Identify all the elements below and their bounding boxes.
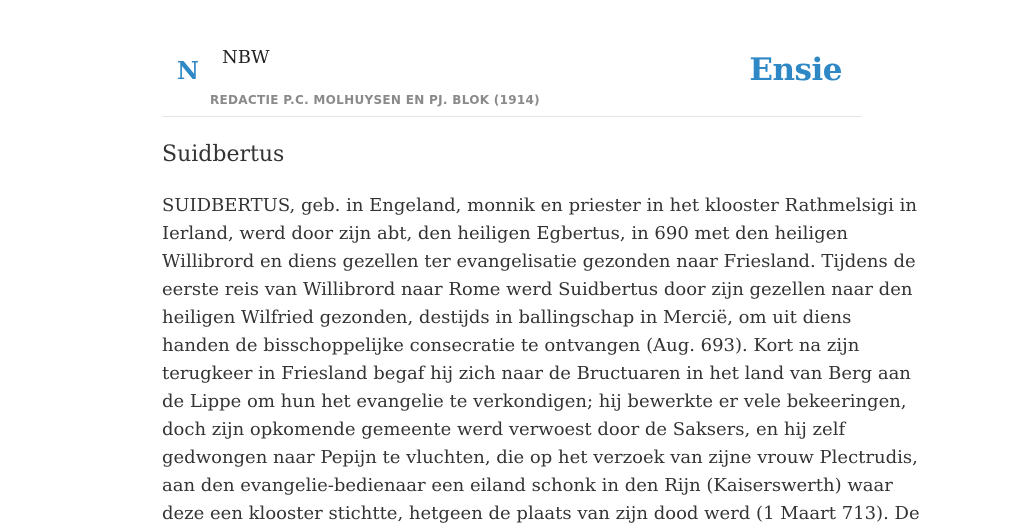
body-line: SUIDBERTUS, geb. in Engeland, monnik en priester in het klooster Rathmelsigi in [162,195,917,216]
body-line: gedwongen naar Pepijn te vluchten, die op het verzoek van zijne vrouw Plectrudis, [162,447,918,468]
body-line: Willibrord en diens gezellen ter evangelisatie gezonden naar Friesland. Tijdens de [162,251,916,272]
source-name[interactable]: NBW [222,47,270,68]
body-line: terugkeer in Friesland begaf hij zich naar de Bructuaren in het land van Berg aan [162,363,911,384]
article-title: Suidbertus [162,142,285,167]
header [162,0,862,117]
article-body [162,192,920,528]
source-subtitle: REDACTIE P.C. MOLHUYSEN EN PJ. BLOK (1914) [210,93,540,107]
body-line: doch zijn opkomende gemeente werd verwoest door de Saksers, en hij zelf [162,419,846,440]
body-line: aan den evangelie-bedienaar een eiland schonk in den Rijn (Kaiserswerth) waar [162,475,893,496]
brand-logo[interactable]: Ensie [749,52,842,88]
body-line: eerste reis van Willibrord naar Rome werd Suidbertus door zijn gezellen naar den [162,279,913,300]
body-line: deze een klooster stichtte, hetgeen de plaats van zijn dood werd (1 Maart 713). De [162,503,920,524]
source-logo[interactable]: N [177,56,199,85]
body-line: Ierland, werd door zijn abt, den heiligen Egbertus, in 690 met den heiligen [162,223,848,244]
body-line: handen de bisschoppelijke consecratie te ontvangen (Aug. 693). Kort na zijn [162,335,860,356]
body-line: de Lippe om hun het evangelie te verkondigen; hij bewerkte er vele bekeeringen, [162,391,907,412]
body-line: heiligen Wilfried gezonden, destijds in ballingschap in Mercië, om uit diens [162,307,852,328]
